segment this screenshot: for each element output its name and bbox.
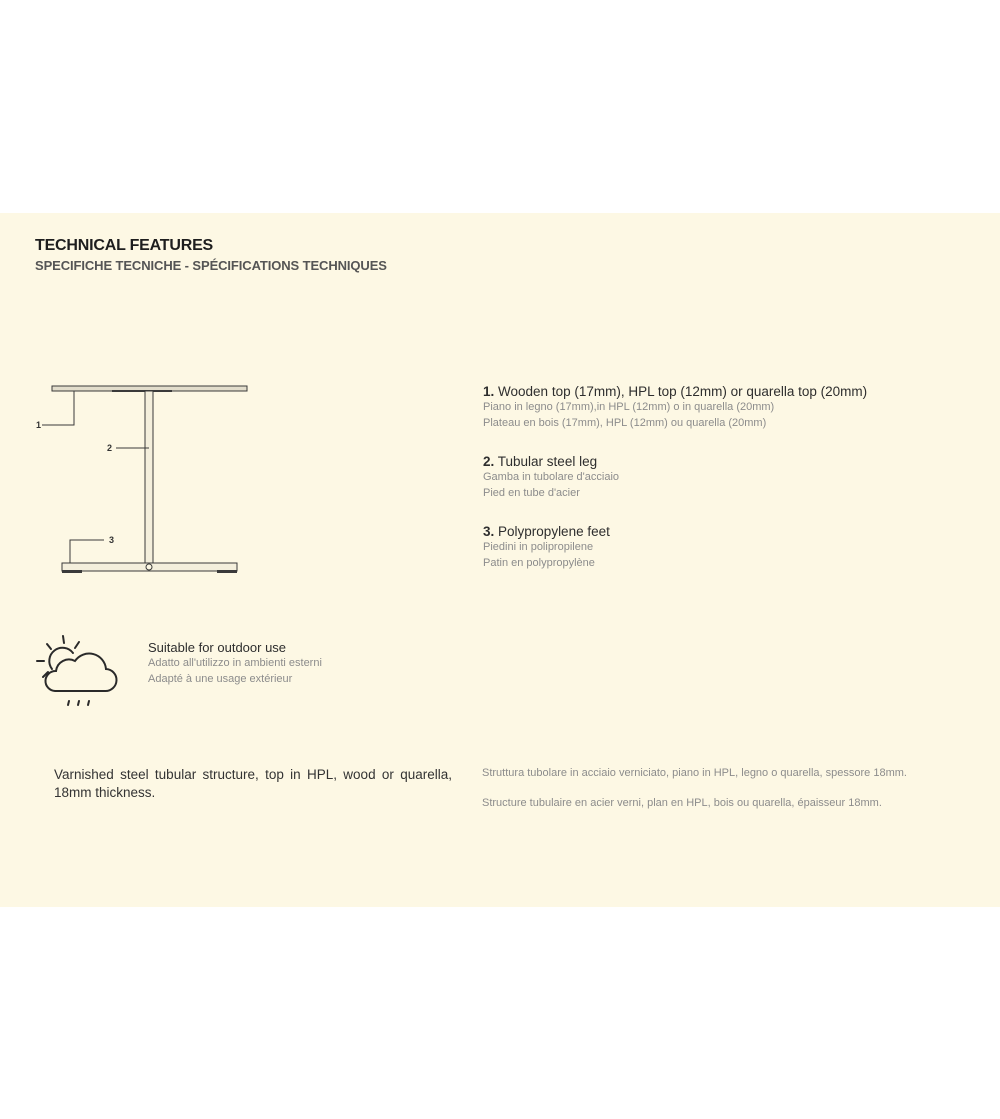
description-en: Varnished steel tubular structure, top in HPL, wood or quarella, 18mm thickness.	[54, 767, 452, 800]
feature-item-feet	[483, 524, 610, 571]
table-diagram	[30, 373, 260, 583]
feature-label: Wooden top (17mm), HPL top (12mm) or quarella top (20mm)	[498, 384, 868, 399]
technical-features-panel	[0, 213, 1000, 907]
feature-label-it: Gamba in tubolare d'acciaio	[483, 471, 620, 483]
outdoor-label-en: Suitable for outdoor use	[148, 640, 287, 655]
feature-item-leg	[483, 454, 619, 501]
outdoor-label-it: Adatto all'utilizzo in ambienti esterni	[148, 657, 322, 669]
page-subtitle: SPECIFICHE TECNICHE - SPÉCIFICATIONS TECHNIQUES	[35, 258, 387, 273]
feature-label-it: Piano in legno (17mm),in HPL (12mm) o in quarella (20mm)	[483, 401, 775, 413]
feature-number: 2.	[483, 454, 495, 469]
page-title: TECHNICAL FEATURES	[35, 237, 214, 254]
feature-label-it: Piedini in polipropilene	[483, 541, 594, 553]
leader-line-1	[42, 391, 74, 425]
table-top	[52, 386, 247, 391]
outdoor-use-note	[148, 640, 322, 687]
feature-number: 3.	[483, 524, 495, 539]
diagram-label-2: 2	[107, 443, 113, 453]
outdoor-label-fr: Adapté à une usage extérieur	[148, 673, 293, 685]
description-it: Struttura tubolare in acciaio verniciato, piano in HPL, legno o quarella, spessore 18mm.	[482, 767, 907, 779]
feature-label-fr: Patin en polypropylène	[483, 557, 595, 569]
feature-label-fr: Plateau en bois (17mm), HPL (12mm) ou quarella (20mm)	[483, 417, 767, 429]
steel-leg	[145, 391, 153, 563]
feature-item-top	[483, 384, 867, 431]
diagram-label-3: 3	[109, 535, 115, 545]
diagram-label-1: 1	[36, 420, 42, 430]
feature-label: Polypropylene feet	[498, 524, 610, 539]
feature-label: Tubular steel leg	[497, 454, 598, 469]
table-base	[62, 563, 237, 573]
feature-number: 1.	[483, 384, 495, 399]
feature-label-fr: Pied en tube d'acier	[483, 487, 580, 499]
sun-cloud-rain-icon	[35, 633, 120, 713]
leader-line-3	[70, 540, 104, 563]
description-fr: Structure tubulaire en acier verni, plan en HPL, bois ou quarella, épaisseur 18mm.	[482, 797, 882, 809]
